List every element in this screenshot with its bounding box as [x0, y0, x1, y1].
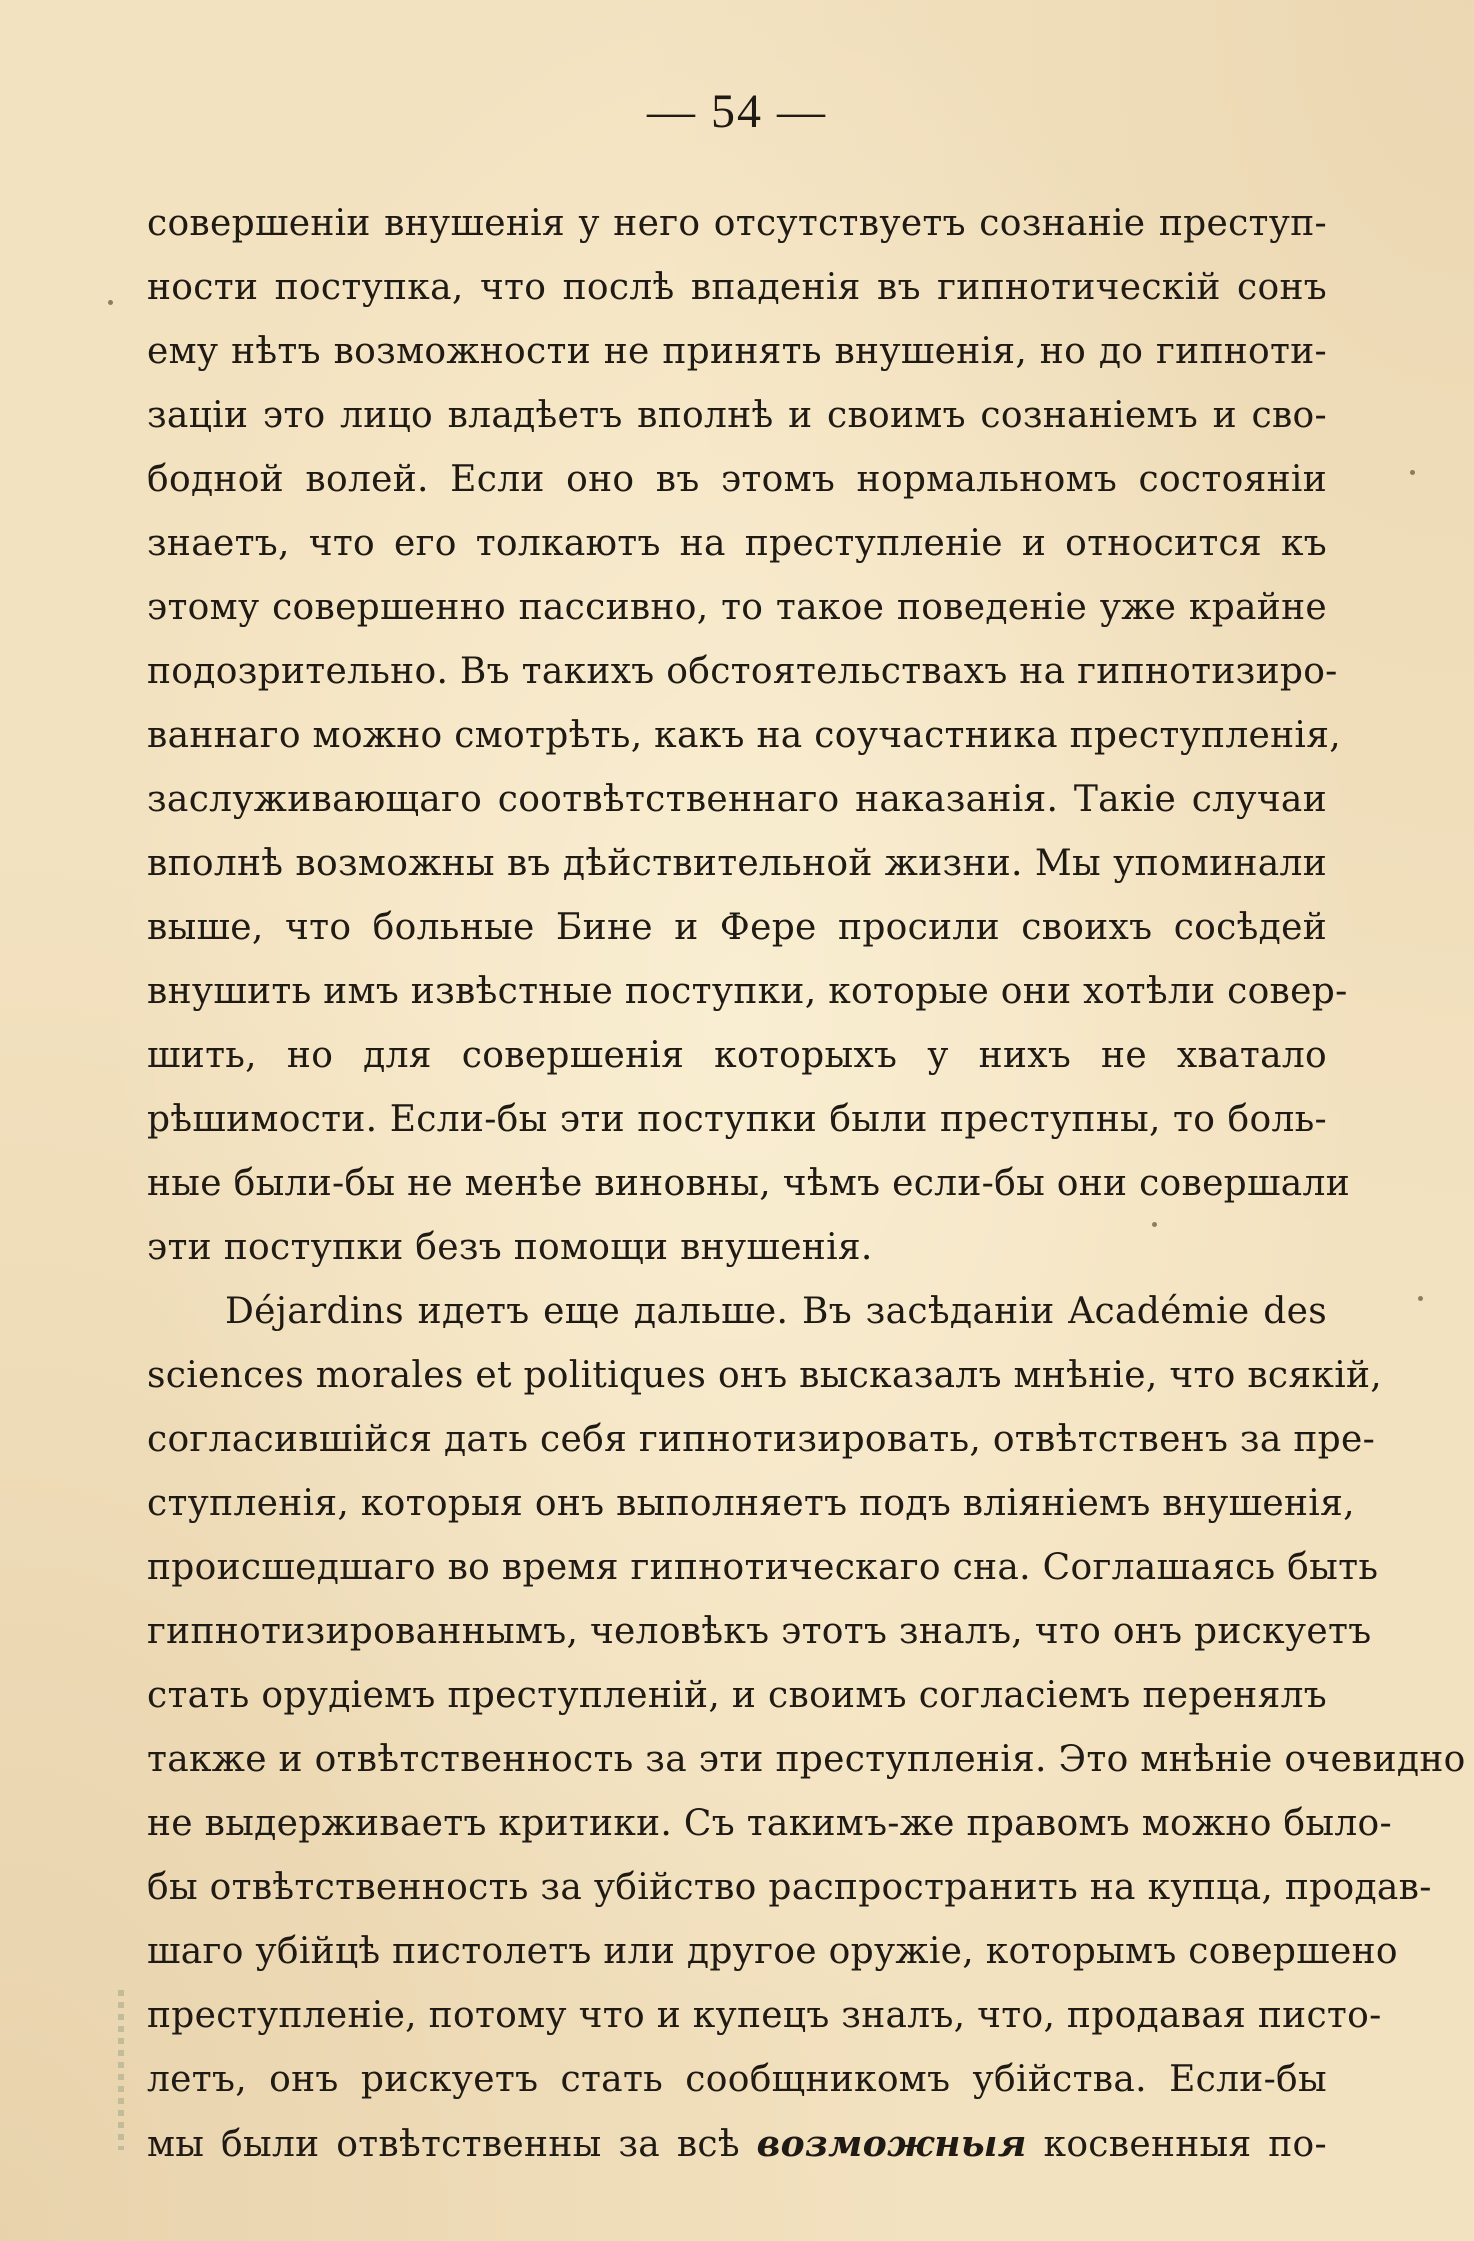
text-line: летъ, онъ рискуетъ стать сообщникомъ убійства. Если-бы [147, 2059, 1327, 2100]
text-line: гипнотизированнымъ, человѣкъ этотъ зналъ, что онъ рискуетъ [147, 1611, 1372, 1652]
text-line: этому совершенно пассивно, то такое поведеніе уже крайне [147, 587, 1327, 628]
text-segment: косвенныя по- [1043, 2124, 1327, 2165]
paper-speck [1152, 1222, 1157, 1227]
paper-speck [1418, 1296, 1423, 1301]
text-line: ваннаго можно смотрѣть, какъ на соучастника преступленія, [147, 715, 1341, 756]
text-line: согласившійся дать себя гипнотизировать, отвѣтственъ за пре- [147, 1419, 1376, 1460]
text-line: заслуживающаго соотвѣтственнаго наказанія. Такіе случаи [147, 779, 1327, 820]
text-line: sciences morales et politiques онъ высказалъ мнѣніе, что всякій, [147, 1355, 1383, 1396]
text-line: также и отвѣтственность за эти преступленія. Это мнѣніе очевидно [147, 1739, 1466, 1780]
text-segment: мы были отвѣтственны за всѣ [147, 2124, 740, 2165]
text-line: преступленіе, потому что и купецъ зналъ, что, продавая писто- [147, 1995, 1382, 2036]
text-line-final [147, 2112, 1327, 2176]
text-line: ности поступка, что послѣ впаденія въ гипнотическій сонъ [147, 267, 1327, 308]
text-line: заціи это лицо владѣетъ вполнѣ и своимъ сознаніемъ и сво- [147, 395, 1327, 436]
text-line: внушить имъ извѣстные поступки, которые они хотѣли совер- [147, 971, 1348, 1012]
text-line: знаетъ, что его толкаютъ на преступленіе и относится къ [147, 523, 1327, 564]
body-text [147, 192, 1466, 2176]
emphasized-word: возможныя [756, 2123, 1027, 2165]
text-line: происшедшаго во время гипнотическаго сна. Соглашаясь быть [147, 1547, 1379, 1588]
paragraph-2 [147, 1280, 1466, 2176]
text-line: не выдерживаетъ критики. Съ такимъ-же правомъ можно было- [147, 1803, 1392, 1844]
text-line: бы отвѣтственность за убійство распространить на купца, продав- [147, 1867, 1432, 1908]
text-line: ные были-бы не менѣе виновны, чѣмъ если-бы они совершали [147, 1163, 1351, 1204]
text-line: ему нѣтъ возможности не принять внушенія, но до гипноти- [147, 331, 1327, 372]
paragraph-1 [147, 192, 1351, 1280]
text-line: бодной волей. Если оно въ этомъ нормальномъ состояніи [147, 459, 1327, 500]
text-line: совершеніи внушенія у него отсутствуетъ сознаніе преступ- [147, 203, 1327, 244]
text-line: шить, но для совершенія которыхъ у нихъ не хватало [147, 1035, 1327, 1076]
text-line: Déjardins идетъ еще дальше. Въ засѣданіи Académie des [225, 1291, 1327, 1332]
page-number: — 54 — [647, 85, 827, 138]
text-line: выше, что больные Бине и Фере просили своихъ сосѣдей [147, 907, 1327, 948]
text-line: подозрительно. Въ такихъ обстоятельствахъ на гипнотизиро- [147, 651, 1338, 692]
text-line: шаго убійцѣ пистолетъ или другое оружіе, которымъ совершено [147, 1931, 1398, 1972]
text-line: ступленія, которыя онъ выполняетъ подъ вліяніемъ внушенія, [147, 1483, 1355, 1524]
margin-stain [118, 1990, 124, 2150]
text-line: вполнѣ возможны въ дѣйствительной жизни. Мы упоминали [147, 843, 1327, 884]
paper-speck [108, 300, 113, 305]
text-line: рѣшимости. Если-бы эти поступки были преступны, то боль- [147, 1099, 1327, 1140]
text-line: стать орудіемъ преступленій, и своимъ согласіемъ перенялъ [147, 1675, 1327, 1716]
text-line: эти поступки безъ помощи внушенія. [147, 1227, 873, 1268]
paper-speck [1410, 470, 1415, 475]
